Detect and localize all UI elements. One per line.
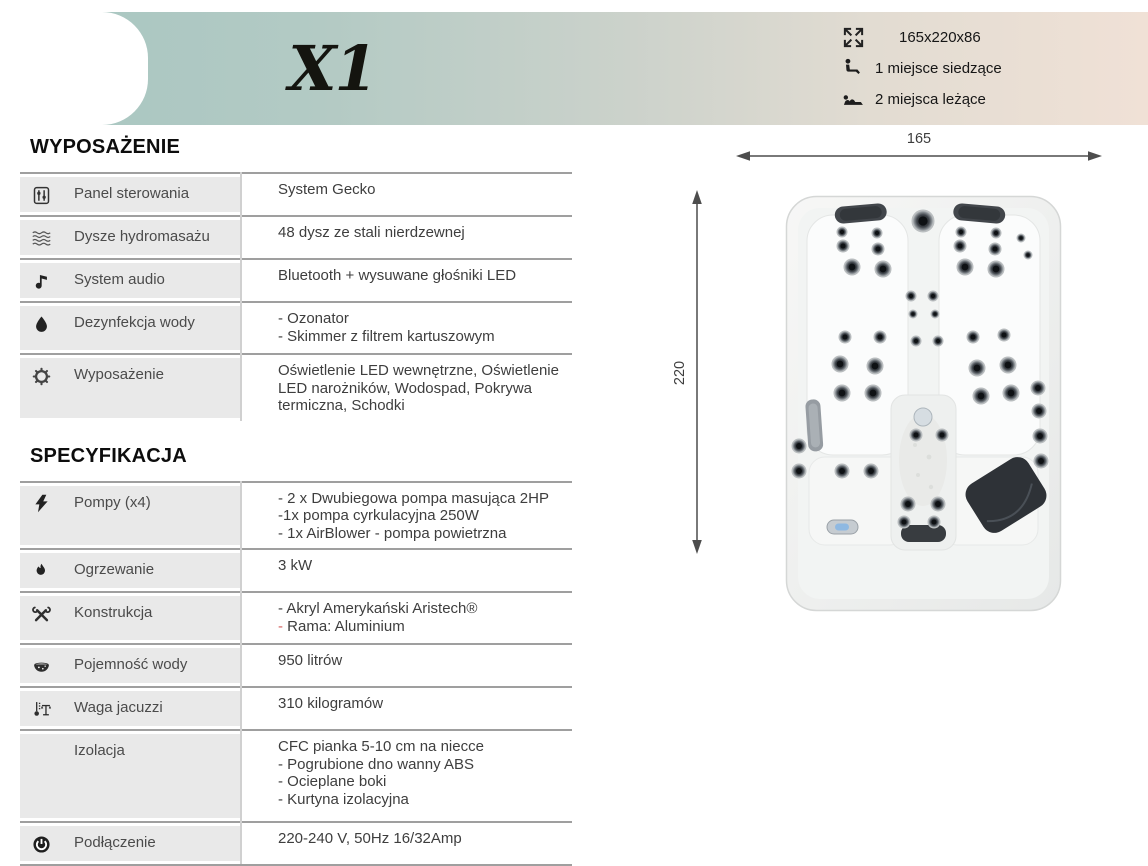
spec-row — [20, 353, 572, 421]
tub-jets — [792, 210, 1048, 528]
value-line: Bluetooth + wysuwane głośniki LED — [278, 267, 564, 285]
value-line: - 2 x Dwubiegowa pompa masująca 2HP — [278, 490, 564, 508]
row-label: Podłączenie — [74, 831, 156, 851]
none-icon — [28, 740, 54, 764]
value-line: - Kurtyna izolacyjna — [278, 791, 564, 809]
music-note-icon — [28, 269, 54, 293]
value-line: - Rama: Aluminium — [278, 618, 564, 636]
tub-waterfall — [899, 414, 947, 506]
spec-row — [20, 548, 572, 591]
lightning-icon — [28, 492, 54, 516]
spec-section — [20, 136, 572, 421]
height-dimension-arrow — [688, 189, 706, 555]
row-value — [242, 550, 572, 591]
value-line: 3 kW — [278, 557, 564, 575]
value-line: - Akryl Amerykański Aristech® — [278, 600, 564, 618]
power-icon — [28, 832, 54, 856]
accent-dash: - — [278, 618, 283, 635]
tub-headrest-left — [834, 203, 887, 224]
value-line: CFC pianka 5-10 cm na niecce — [278, 738, 564, 756]
weight-scale-icon — [28, 697, 54, 721]
value-line: Oświetlenie LED wewnętrzne, Oświetlenie LED narożników, Wodospad, Pokrywa termiczna, Schodki — [278, 362, 564, 415]
column-divider — [240, 172, 242, 421]
row-label: System audio — [74, 268, 165, 288]
width-dimension-arrow — [735, 147, 1103, 165]
header-stats — [840, 24, 1130, 117]
row-value — [242, 303, 572, 353]
value-line: 950 litrów — [278, 652, 564, 670]
spec-row — [20, 729, 572, 821]
row-label: Wyposażenie — [74, 363, 164, 383]
spec-row — [20, 821, 572, 864]
row-value — [242, 593, 572, 643]
value-line: - Ozonator — [278, 310, 564, 328]
value-line: System Gecko — [278, 181, 564, 199]
spec-row — [20, 258, 572, 301]
value-line: 220-240 V, 50Hz 16/32Amp — [278, 830, 564, 848]
spec-row — [20, 215, 572, 258]
spec-section — [20, 445, 572, 866]
tub-seat-pad — [901, 525, 946, 542]
tub-led-light — [914, 408, 932, 426]
value-line: - Pogrubione dno wanny ABS — [278, 756, 564, 774]
stat-text: 165x220x86 — [875, 29, 981, 46]
tub-lounger-left — [807, 215, 908, 455]
height-dimension-label: 220 — [672, 353, 688, 393]
spec-table — [20, 481, 572, 866]
row-label: Waga jacuzzi — [74, 696, 163, 716]
value-line: - 1x AirBlower - pompa powietrzna — [278, 525, 564, 543]
spec-row — [20, 591, 572, 643]
spec-row — [20, 301, 572, 353]
spec-tables — [20, 0, 572, 866]
value-line: 48 dysz ze stali nierdzewnej — [278, 224, 564, 242]
value-line: -1x pompa cyrkulacyjna 250W — [278, 507, 564, 525]
row-value — [242, 355, 572, 421]
spec-row — [20, 481, 572, 549]
tub-lounger-right — [939, 215, 1040, 455]
row-value — [242, 260, 572, 301]
width-dimension-label: 165 — [735, 131, 1103, 147]
value-line: 310 kilogramów — [278, 695, 564, 713]
row-label: Ogrzewanie — [74, 558, 154, 578]
row-label: Dysze hydromasażu — [74, 225, 210, 245]
row-value — [242, 483, 572, 549]
person-lying-icon — [840, 87, 866, 111]
tub-shell — [787, 197, 1061, 611]
section-title: WYPOSAŻENIE — [30, 136, 572, 159]
wrenches-icon — [28, 602, 54, 626]
water-drop-icon — [28, 312, 54, 336]
header-stat-row — [840, 24, 1130, 50]
value-line: - Ocieplane boki — [278, 773, 564, 791]
spec-row — [20, 643, 572, 686]
expand-icon — [840, 25, 866, 49]
row-label: Dezynfekcja wody — [74, 311, 195, 331]
row-value — [242, 731, 572, 821]
gear-icon — [28, 364, 54, 388]
stat-text: 2 miejsca leżące — [875, 91, 986, 108]
row-value — [242, 688, 572, 729]
row-label: Izolacja — [74, 739, 125, 759]
row-label: Pojemność wody — [74, 653, 187, 673]
spec-table — [20, 172, 572, 421]
control-panel-icon — [28, 183, 54, 207]
row-value — [242, 645, 572, 686]
tub-pillow — [961, 452, 1052, 538]
flame-icon — [28, 559, 54, 583]
row-value — [242, 823, 572, 864]
row-label: Panel sterowania — [74, 182, 189, 202]
row-label: Pompy (x4) — [74, 491, 151, 511]
tub-control-panel — [827, 520, 858, 534]
water-capacity-icon — [28, 654, 54, 678]
stat-text: 1 miejsce siedzące — [875, 60, 1002, 77]
header-stat-row — [840, 55, 1130, 81]
section-title: SPECYFIKACJA — [30, 445, 572, 468]
column-divider — [240, 481, 242, 865]
tub-handle — [805, 399, 824, 452]
value-line: - Skimmer z filtrem kartuszowym — [278, 328, 564, 346]
model-logo: X1 — [252, 20, 412, 118]
spec-row — [20, 686, 572, 729]
spec-row — [20, 172, 572, 215]
person-sitting-icon — [840, 56, 866, 80]
row-label: Konstrukcja — [74, 601, 152, 621]
hot-tub-top-view — [785, 195, 1062, 612]
header-stat-row — [840, 86, 1130, 112]
tub-headrest-right — [953, 203, 1006, 224]
row-value — [242, 174, 572, 215]
row-value — [242, 217, 572, 258]
waves-icon — [28, 226, 54, 250]
